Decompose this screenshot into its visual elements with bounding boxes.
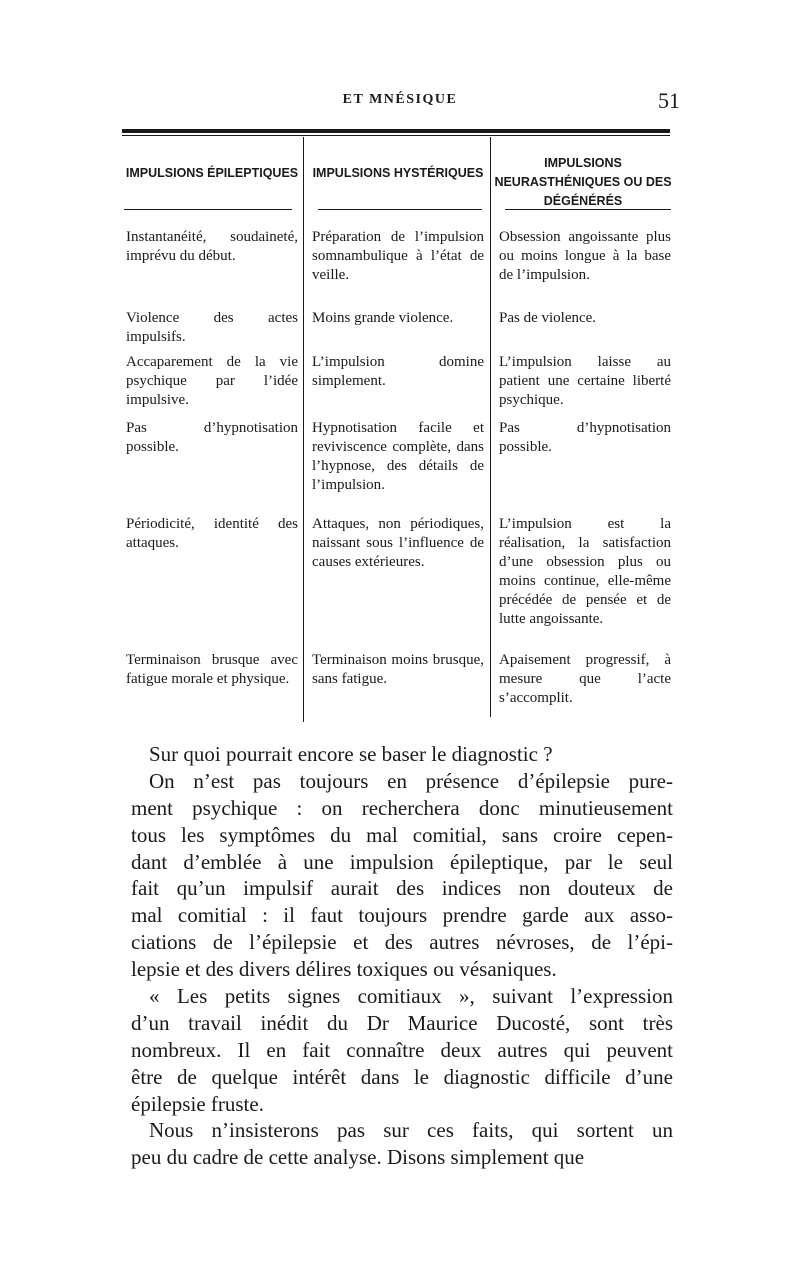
body-line-15: Nous n’insisterons pas sur ces faits, qui sortent un: [149, 1118, 673, 1143]
body-line-6: fait qu’un impulsif aurait des indices non douteux de: [131, 876, 673, 901]
table-cell-r5-c2: Attaques, non périodiques, naissant sous l’influence de causes extérieures.: [312, 516, 484, 570]
page-number: 51: [658, 88, 680, 113]
body-line-7: mal comitial : il faut toujours prendre garde aux asso-: [131, 903, 673, 928]
column-header-neurasthenic: IMPULSIONS NEURASTHÉNIQUES OU DES DÉGÉNÉRÉS: [494, 156, 672, 208]
header-underline-1: [124, 209, 292, 210]
table-cell-r2-c3: Pas de violence.: [499, 310, 597, 326]
table-cell-r5-c1: Périodicité, identité des attaques.: [126, 516, 298, 551]
body-line-11: d’un travail inédit du Dr Maurice Ducosté, sont très: [131, 1010, 673, 1035]
table-cell-r1-c2: Préparation de l’impulsion somnambulique à l’état de veille.: [312, 229, 484, 283]
table-cell-r3-c1: Accaparement de la vie psychique par l’idée impulsive.: [126, 354, 298, 408]
table-cell-r1-c3: Obsession angoissante plus ou moins longue à la base de l’impulsion.: [499, 229, 671, 283]
body-line-1: Sur quoi pourrait encore se baser le diagnostic ?: [149, 742, 553, 766]
table-cell-r4-c1: Pas d’hypnotisation possible.: [126, 420, 298, 455]
running-title: ET MNÉSIQUE: [342, 92, 458, 107]
body-line-5: dant d’emblée à une impulsion épileptique, par le seul: [131, 849, 673, 874]
column-header-epileptic: IMPULSIONS ÉPILEPTIQUES: [125, 166, 299, 180]
table-cell-r3-c3: L’impulsion laisse au patient une certaine liberté psychique.: [499, 354, 671, 408]
body-line-14: épilepsie fruste.: [131, 1091, 264, 1116]
body-line-10: « Les petits signes comitiaux », suivant l’expression: [149, 984, 673, 1009]
header-rule-thick: [122, 129, 670, 133]
body-line-2: On n’est pas toujours en présence d’épilepsie pure-: [149, 768, 673, 793]
table-cell-r6-c1: Terminaison brusque avec fatigue morale et physique.: [126, 652, 298, 687]
column-divider-2: [490, 137, 491, 717]
table-cell-r6-c3: Apaisement progressif, à mesure que l’acte s’accomplit.: [499, 652, 671, 706]
table-cell-r5-c3: L’impulsion est la réalisation, la satisfaction d’une obsession plus ou moins continue, elle-même précédée de pensée et de lutte angoissante.: [499, 516, 671, 627]
body-line-16: peu du cadre de cette analyse. Disons simplement que: [131, 1145, 585, 1170]
body-line-12: nombreux. Il en fait connaître deux autres qui peuvent: [131, 1037, 673, 1062]
table-cell-r2-c1: Violence des actes impulsifs.: [126, 310, 298, 345]
body-line-13: être de quelque intérêt dans le diagnostic difficile d’une: [131, 1064, 673, 1089]
header-rule-thin: [122, 135, 670, 136]
column-divider-1: [303, 137, 304, 722]
table-cell-r6-c2: Terminaison moins brusque, sans fatigue.: [312, 652, 484, 687]
header-underline-3: [505, 209, 671, 210]
table-cell-r4-c2: Hypnotisation facile et reviviscence complète, dans l’hypnose, des détails de l’impulsion.: [312, 420, 484, 493]
table-cell-r3-c2: L’impulsion domine simplement.: [312, 354, 484, 389]
body-line-4: tous les symptômes du mal comitial, sans croire cepen-: [131, 822, 673, 847]
table-cell-r2-c2: Moins grande violence.: [312, 310, 454, 326]
table-cell-r1-c1: Instantanéité, soudaineté, imprévu du début.: [126, 229, 298, 264]
running-header: [120, 90, 680, 120]
table-cell-r4-c3: Pas d’hypnotisation possible.: [499, 420, 671, 455]
body-line-9: lepsie et des divers délires toxiques ou vésaniques.: [131, 957, 557, 982]
body-line-8: ciations de l’épilepsie et des autres névroses, de l’épi-: [131, 930, 673, 955]
column-header-hysteric: IMPULSIONS HYSTÉRIQUES: [312, 166, 484, 180]
header-underline-2: [318, 209, 482, 210]
body-line-3: ment psychique : on recherchera donc minutieusement: [131, 795, 673, 820]
body-text: [131, 741, 673, 1171]
